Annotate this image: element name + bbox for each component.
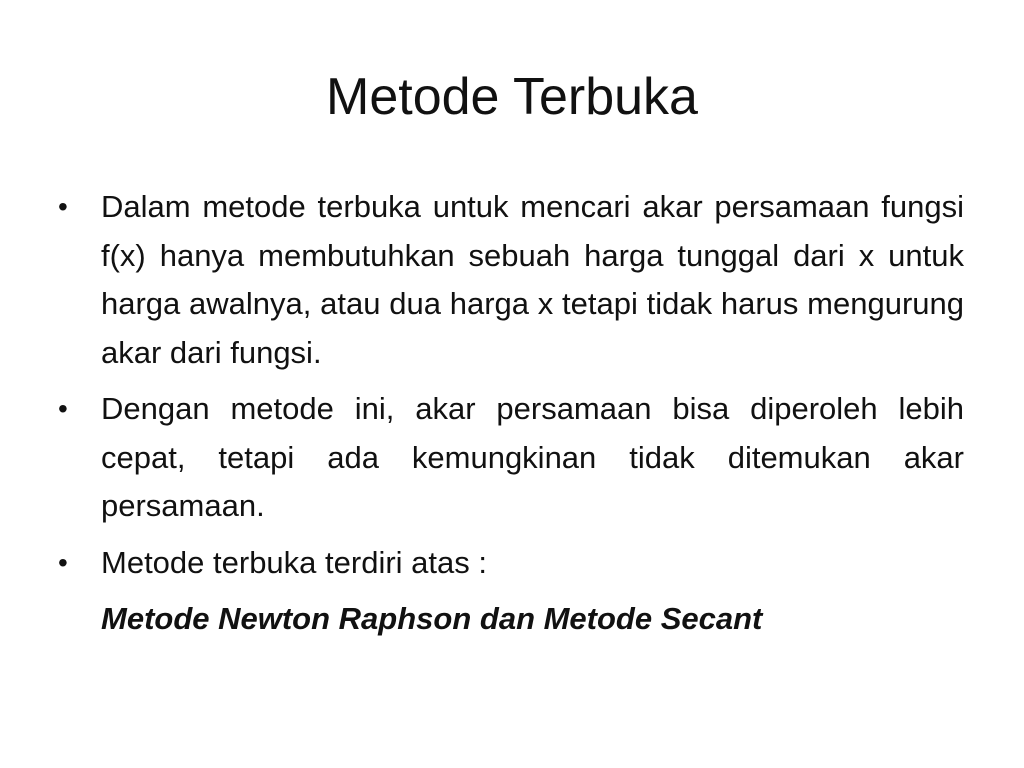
slide-title: Metode Terbuka [326, 68, 698, 126]
bullet-text-3: Metode terbuka terdiri atas : [101, 544, 487, 580]
bullet-text-1: Dalam metode terbuka untuk mencari akar persamaan fungsi f(x) hanya membutuhkan sebuah harga tunggal dari x untuk harga awalnya, atau dua harga x tetapi tidak harus mengurung akar dari fungsi. [101, 189, 964, 370]
bullet-text-2: Dengan metode ini, akar persamaan bisa diperoleh lebih cepat, tetapi ada kemungkinan tidak ditemukan akar persamaan. [101, 391, 964, 523]
method-names: Metode Newton Raphson dan Metode Secant [101, 601, 763, 636]
bullet-list [58, 183, 964, 644]
bullet-dot-icon: • [58, 191, 68, 222]
bullet-item-1 [58, 183, 964, 377]
bullet-dot-icon: • [58, 393, 68, 424]
bullet-item-2 [58, 385, 964, 531]
bullet-dot-icon: • [58, 546, 68, 578]
bullet-item-3 [58, 539, 964, 588]
